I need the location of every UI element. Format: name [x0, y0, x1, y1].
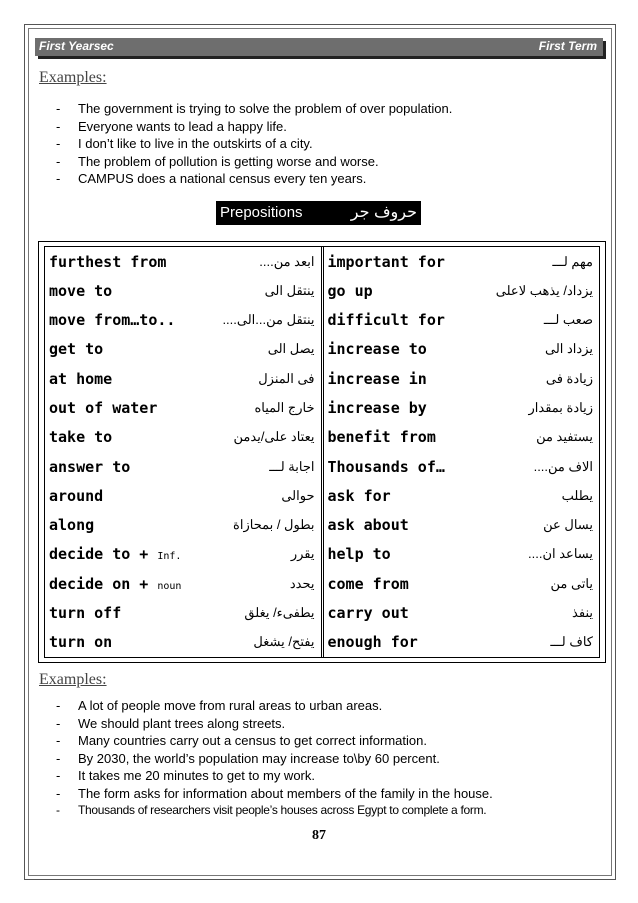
table-row: [324, 335, 600, 364]
table-row: [324, 276, 600, 305]
table-row: [324, 306, 600, 335]
table-row: [45, 481, 321, 510]
examples-top-list: [56, 100, 452, 188]
preposition-ar: حوالى: [281, 487, 315, 503]
preposition-ar: يسال عن: [543, 517, 593, 533]
prepositions-title-ar: حروف جر: [350, 204, 417, 221]
table-row: [324, 247, 600, 276]
examples-top-title: Examples:: [39, 69, 107, 86]
table-row: [324, 569, 600, 598]
preposition-en: take to: [49, 428, 113, 447]
preposition-ar: فى المنزل: [258, 370, 315, 386]
preposition-ar: يقرر: [290, 546, 315, 562]
table-row: [45, 423, 321, 452]
table-row: [324, 452, 600, 481]
table-row: [45, 364, 321, 393]
example-item: - The problem of pollution is getting worse and worse.: [56, 153, 452, 171]
preposition-en: go up: [327, 281, 373, 300]
preposition-ar: يحدد: [289, 575, 315, 591]
preposition-en: increase by: [327, 399, 427, 418]
preposition-en: move to: [49, 281, 113, 300]
examples-bottom-title: Examples:: [39, 671, 107, 688]
table-row: [45, 569, 321, 598]
preposition-ar: بطول / بمحازاة: [233, 517, 315, 533]
preposition-ar: يفتح/ يشغل: [253, 634, 315, 650]
prepositions-title: [216, 201, 421, 225]
examples-bottom-list: [56, 697, 493, 820]
header-term: First Term: [538, 39, 597, 53]
table-row: [324, 511, 600, 540]
preposition-en: important for: [327, 252, 445, 271]
preposition-en: answer to: [49, 457, 131, 476]
preposition-en: difficult for: [327, 311, 445, 330]
example-item: - The government is trying to solve the problem of over population.: [56, 100, 452, 118]
table-row: [324, 423, 600, 452]
preposition-ar: ياتى من: [550, 575, 593, 591]
preposition-en: turn off: [49, 604, 122, 623]
preposition-en: move from…to..: [49, 311, 176, 330]
preposition-en: ask for: [327, 486, 391, 505]
table-row: [45, 276, 321, 305]
preposition-ar: خارج المياه: [254, 400, 315, 416]
preposition-en: get to: [49, 340, 104, 359]
table-row: [324, 364, 600, 393]
preposition-en: benefit from: [327, 428, 436, 447]
example-item: - Thousands of researchers visit people’s houses across Egypt to complete a form.: [56, 802, 493, 820]
preposition-en: carry out: [327, 604, 409, 623]
preposition-ar: يزداد الى: [544, 341, 593, 357]
preposition-en-note: noun: [157, 580, 182, 592]
preposition-en: around: [49, 486, 104, 505]
table-row: [324, 628, 600, 657]
preposition-ar: اجابة لـــ: [269, 458, 315, 474]
preposition-en: at home: [49, 369, 113, 388]
preposition-ar: يستفيد من: [536, 429, 593, 445]
example-item: - Everyone wants to lead a happy life.: [56, 118, 452, 136]
preposition-en: out of water: [49, 399, 158, 418]
example-item: - I don’t like to live in the outskirts of a city.: [56, 135, 452, 153]
table-row: [45, 247, 321, 276]
preposition-en: enough for: [327, 633, 418, 652]
table-row: [45, 452, 321, 481]
header-bar: [35, 38, 603, 56]
preposition-en: come from: [327, 574, 409, 593]
example-item: - A lot of people move from rural areas to urban areas.: [56, 697, 493, 715]
preposition-ar: صعب لـــ: [543, 312, 593, 328]
preposition-ar: يطلب: [561, 487, 593, 503]
table-row: [324, 481, 600, 510]
preposition-en: along: [49, 516, 95, 535]
example-item: - By 2030, the world’s population may increase to\by 60 percent.: [56, 750, 493, 768]
example-item: - The form asks for information about members of the family in the house.: [56, 785, 493, 803]
preposition-ar: ينتقل الى: [264, 282, 315, 298]
preposition-en: ask about: [327, 516, 409, 535]
prepositions-column-right: [324, 247, 600, 657]
preposition-ar: الاف من....: [533, 458, 593, 474]
preposition-en: [49, 545, 181, 563]
preposition-en: turn on: [49, 633, 113, 652]
preposition-ar: يعتاد على/يدمن: [233, 429, 315, 445]
table-row: [45, 511, 321, 540]
preposition-en-main: decide on +: [49, 574, 158, 593]
example-item: - CAMPUS does a national census every ten years.: [56, 170, 452, 188]
table-row: [324, 393, 600, 422]
preposition-ar: كاف لـــ: [550, 634, 593, 650]
preposition-ar: زيادة بمقدار: [528, 400, 593, 416]
table-row: [45, 306, 321, 335]
preposition-en: increase in: [327, 369, 427, 388]
page-number: 87: [312, 828, 326, 843]
preposition-ar: زيادة فى: [545, 370, 593, 386]
header-year: First Yearsec: [39, 39, 114, 53]
preposition-ar: يطفىء/ يغلق: [244, 605, 315, 621]
example-item: - We should plant trees along streets.: [56, 715, 493, 733]
prepositions-title-en: Prepositions: [220, 204, 303, 221]
preposition-ar: ينفذ: [572, 605, 593, 621]
table-row: [45, 393, 321, 422]
table-row: [45, 598, 321, 627]
preposition-en: [49, 575, 181, 593]
preposition-en-note: Inf.: [157, 551, 182, 563]
preposition-ar: يساعد ان....: [528, 546, 593, 562]
table-row: [45, 628, 321, 657]
preposition-ar: ابعد من....: [259, 253, 315, 269]
preposition-en-main: decide to +: [49, 545, 158, 564]
preposition-ar: مهم لـــ: [552, 253, 593, 269]
table-row: [324, 540, 600, 569]
table-row: [324, 598, 600, 627]
preposition-ar: ينتقل من...الى....: [222, 312, 315, 328]
preposition-en: help to: [327, 545, 391, 564]
table-row: [45, 540, 321, 569]
example-item: - It takes me 20 minutes to get to my work.: [56, 767, 493, 785]
preposition-ar: يزداد/ يذهب لاعلى: [495, 282, 593, 298]
preposition-ar: يصل الى: [267, 341, 315, 357]
preposition-en: increase to: [327, 340, 427, 359]
table-row: [45, 335, 321, 364]
prepositions-table: [44, 246, 600, 658]
prepositions-column-left: [45, 247, 324, 657]
preposition-en: furthest from: [49, 252, 167, 271]
example-item: - Many countries carry out a census to get correct information.: [56, 732, 493, 750]
preposition-en: Thousands of…: [327, 457, 445, 476]
